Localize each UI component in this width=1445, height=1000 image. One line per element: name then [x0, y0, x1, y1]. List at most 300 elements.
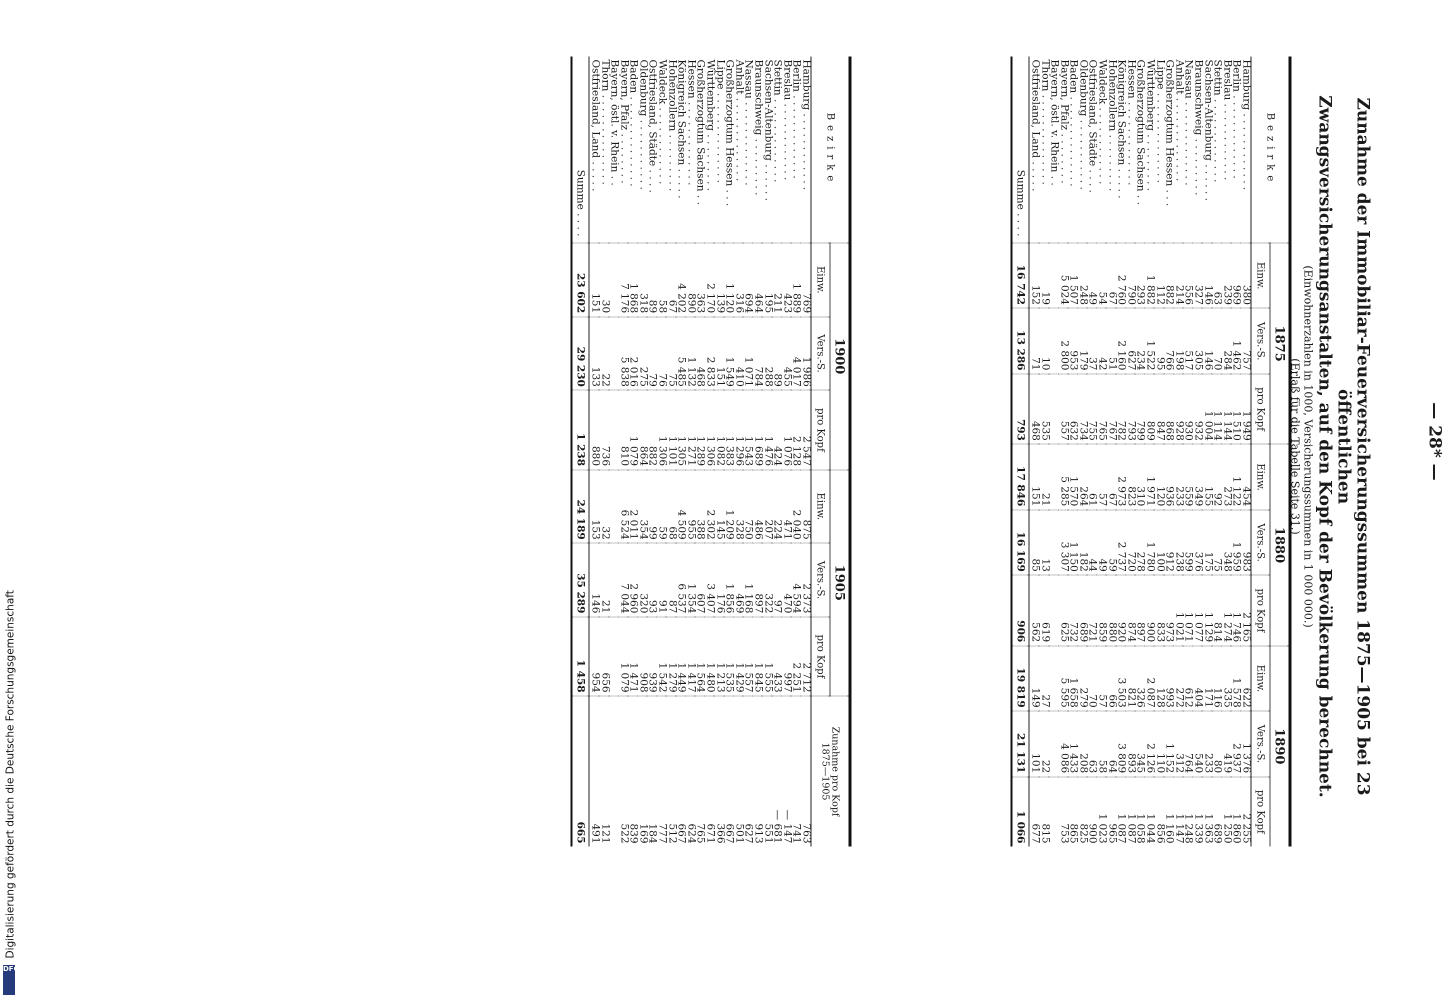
table-cell: 815 — [1039, 777, 1049, 847]
table-cell: 70 — [1087, 646, 1097, 711]
table-cell: 4 202 — [676, 243, 686, 317]
table-cell: 880 — [589, 390, 599, 469]
table-cell: 121 — [599, 696, 609, 846]
table-cell: 59 — [1107, 510, 1117, 575]
table-cell: 57 — [1097, 444, 1107, 509]
subheader-pro-kopf: pro Kopf — [811, 390, 830, 469]
sum-cell: 24 189 — [572, 470, 590, 544]
district-name: Thorn . . . . . . . . . . . . . . — [1039, 59, 1052, 185]
table-cell: 76 — [657, 317, 667, 391]
district-name: Breslau . . . . . . . . . . . . — [1221, 59, 1234, 181]
district-name: Hessen . . . . . . . . . . . . . — [685, 59, 698, 186]
table-cell: 1 279 — [667, 617, 677, 696]
table-cell: 155 — [1203, 444, 1213, 509]
table-cell: 464 — [753, 243, 763, 317]
district-name: Bayern, Pfalz . . . . . . . . — [618, 59, 631, 184]
table-cell: 2 760 — [1116, 243, 1126, 308]
table-cell: 993 — [1164, 646, 1174, 711]
table-cell: 784 — [753, 317, 763, 391]
table-cell: 13 — [1039, 510, 1049, 575]
zunahme-label: Zunahme pro Kopf — [830, 726, 841, 817]
table-cell: 59 — [657, 470, 667, 544]
table-cell: 97 — [772, 543, 782, 617]
sum-label: Summe . . . . — [1012, 57, 1030, 244]
sum-cell: 19 819 — [1012, 646, 1030, 711]
table-cell: 469 — [734, 543, 744, 617]
table-cell: 1 959 — [1231, 510, 1241, 575]
table-cell: 1 076 — [782, 390, 792, 469]
district-name: Sachsen-Altenburg . . . . . . — [762, 59, 775, 201]
table-cell: 1 289 — [695, 390, 705, 469]
table-cell: 146 — [1203, 243, 1213, 308]
district-name: Lippe . . . . . . . . . . . . . . — [714, 59, 727, 183]
table-cell: 64 — [1107, 711, 1117, 776]
table-cell: 419 — [1222, 711, 1232, 776]
table-cell: 1 510 — [1231, 374, 1241, 444]
table-cell: 214 — [1174, 243, 1184, 308]
table-cell: 100 — [1155, 510, 1165, 575]
district-name: Hamburg . . . . . . . . . . . . — [1240, 59, 1253, 191]
table-cell: 790 — [1126, 243, 1136, 308]
table-cell: 2 160 — [1116, 308, 1126, 373]
table-cell: 939 — [647, 617, 657, 696]
table-cell: 93 — [647, 543, 657, 617]
district-name: Bayern, östl. v. Rhein . . — [608, 59, 621, 186]
table-cell: 433 — [772, 617, 782, 696]
table-cell: 139 — [715, 243, 725, 317]
table-cell: 4 017 — [791, 317, 801, 391]
table-cell: 468 — [1029, 374, 1039, 444]
table-cell: 6 524 — [619, 470, 629, 544]
table-cell: 363 — [695, 243, 705, 317]
district-name: Baden . . . . . . . . . . . . . . — [1067, 59, 1080, 187]
table-cell: 1 986 — [801, 317, 811, 391]
table-cell: 348 — [1222, 510, 1232, 575]
table-cell: 1 555 — [763, 617, 773, 696]
table-cell: 470 — [782, 543, 792, 617]
table-cell: 622 — [1241, 646, 1251, 711]
table-cell: 973 — [1164, 575, 1174, 645]
sum-cell: 13 286 — [1012, 308, 1030, 373]
table-cell: 1 122 — [1231, 444, 1241, 509]
table-cell: 1 354 — [686, 543, 696, 617]
table-cell: 1 543 — [743, 390, 753, 469]
table-cell: 880 — [1107, 575, 1117, 645]
header-bezirke: Bezirke — [1251, 57, 1290, 244]
district-name: Württemberg . . . . . . . . . — [1144, 59, 1157, 192]
sum-cell: 17 846 — [1012, 444, 1030, 509]
sum-cell: 1 238 — [572, 390, 590, 469]
table-cell: 224 — [772, 470, 782, 544]
table-cell: 5 838 — [619, 317, 629, 391]
table-cell: 793 — [1126, 374, 1136, 444]
table-cell: 2 547 — [801, 390, 811, 469]
table-cell: 1 542 — [657, 617, 667, 696]
table-cell: 2 833 — [705, 317, 715, 391]
table-cell: 1 023 — [1097, 777, 1107, 847]
table-cell: 491 — [589, 696, 599, 846]
table-cell: 689 — [1212, 777, 1222, 847]
table-cell: 720 — [1126, 510, 1136, 575]
table-cell: 4 594 — [791, 543, 801, 617]
rotated-page — [59, 0, 1445, 942]
table-cell: 19 — [1039, 243, 1049, 308]
table-cell: 175 — [1203, 510, 1213, 575]
table-cell: 969 — [1231, 243, 1241, 308]
table-cell: 345 — [1135, 711, 1145, 776]
table-cell: 814 — [1212, 575, 1222, 645]
table-cell: 2 960 — [628, 543, 638, 617]
table-cell: 354 — [638, 470, 648, 544]
table-cell: 468 — [695, 317, 705, 391]
table-cell: 272 — [1174, 646, 1184, 711]
district-name: Oldenburg . . . . . . . . . . . — [1077, 59, 1090, 190]
table-cell: 1 120 — [724, 243, 734, 317]
table-cell: 454 — [1241, 444, 1251, 509]
table-cell: 87 — [667, 543, 677, 617]
table-cell: 769 — [801, 243, 811, 317]
district-name: Hamburg . . . . . . . . . . . . — [800, 59, 813, 191]
subheader-pro-kopf: pro Kopf — [1251, 575, 1270, 645]
table-cell: 1 564 — [695, 617, 705, 696]
table-cell: 1 363 — [1203, 777, 1213, 847]
table-cell: 3 307 — [1059, 510, 1069, 575]
table-cell: 92 — [1212, 444, 1222, 509]
table-cell: 1 129 — [1203, 575, 1213, 645]
table-cell: 825 — [1078, 777, 1088, 847]
district-name: Württemberg . . . . . . . . . — [704, 59, 717, 192]
table-cell: 51 — [1107, 308, 1117, 373]
table-cell: 21 — [599, 543, 609, 617]
table-cell: 327 — [1193, 243, 1203, 308]
table-cell: 30 — [599, 243, 609, 317]
table-cell: 559 — [1183, 444, 1193, 509]
table-cell: 176 — [715, 543, 725, 617]
sum-cell: 793 — [1012, 374, 1030, 444]
table-cell: 79 — [647, 317, 657, 391]
table-cell: 349 — [1193, 444, 1203, 509]
table-cell: 1 507 — [1068, 243, 1078, 308]
table-cell: 2 165 — [1241, 575, 1251, 645]
table-cell: 557 — [1059, 374, 1069, 444]
district-name: Großherzogtum Hessen . . . — [1163, 59, 1176, 207]
header-year: 1890 — [1270, 646, 1290, 847]
table-cell: 63 — [1212, 243, 1222, 308]
table-cell: 839 — [628, 696, 638, 846]
table-cell: 624 — [686, 696, 696, 846]
district-name: Großherzogtum Hessen . . . — [723, 59, 736, 207]
table-cell: 80 — [1212, 711, 1222, 776]
table-cell: 1 079 — [619, 617, 629, 696]
table-cell: 112 — [1155, 243, 1165, 308]
table-cell: 1 868 — [628, 243, 638, 317]
district-name: Braunschweig . . . . . . . . . — [1192, 59, 1205, 196]
table-cell: 517 — [1183, 308, 1193, 373]
table-cell: 874 — [1126, 575, 1136, 645]
table-cell: 741 — [791, 696, 801, 846]
table-cell: 535 — [1039, 374, 1049, 444]
table-cell: 1 433 — [1068, 711, 1078, 776]
district-name: Stettin . . . . . . . . . . . . . — [771, 59, 784, 183]
title-line-1: Zunahme der Immobiliar-Feuerversicherungssummen 1875—1905 bei 23 öffentlichen — [1333, 97, 1373, 796]
district-name: Anhalt . . . . . . . . . . . . . — [1173, 59, 1186, 182]
table-cell: 2 251 — [791, 617, 801, 696]
table-cell: 1 535 — [724, 617, 734, 696]
table-cell: 95 — [1155, 308, 1165, 373]
table-cell: 667 — [724, 696, 734, 846]
table-cell: 632 — [1068, 374, 1078, 444]
table-cell: 890 — [686, 243, 696, 317]
header-year: 1880 — [1270, 444, 1290, 645]
table-cell: 671 — [705, 696, 715, 846]
table-cell: 22 — [1039, 711, 1049, 776]
table-cell: 211 — [772, 243, 782, 317]
table-cell: 328 — [734, 470, 744, 544]
table-cell: 1 949 — [1241, 374, 1251, 444]
table-cell: 1 101 — [667, 390, 677, 469]
table-cell: 799 — [1135, 374, 1145, 444]
table-cell: 1 058 — [1135, 777, 1145, 847]
table-cell: 66 — [1107, 646, 1117, 711]
table-cell: 512 — [667, 696, 677, 846]
table-cell: 551 — [763, 696, 773, 846]
table-cell: 169 — [638, 696, 648, 846]
subheader-einw: Einw. — [1251, 646, 1270, 711]
table-row — [589, 57, 599, 847]
table-cell: 734 — [1078, 374, 1088, 444]
table-cell: 1 462 — [1231, 308, 1241, 373]
table-cell: 146 — [589, 543, 599, 617]
table-cell: 151 — [1029, 444, 1039, 509]
table-cell: 326 — [1135, 646, 1145, 711]
table-cell: 1 689 — [753, 390, 763, 469]
table-cell: 501 — [734, 696, 744, 846]
title-block — [1289, 52, 1372, 842]
table-cell: 424 — [772, 390, 782, 469]
table-cell: 868 — [1164, 374, 1174, 444]
table-cell: 1 213 — [715, 617, 725, 696]
district-name: Braunschweig . . . . . . . . . — [752, 59, 765, 196]
table-cell: 233 — [1203, 711, 1213, 776]
table-cell: 656 — [599, 617, 609, 696]
table-cell: 882 — [1164, 243, 1174, 308]
table-cell: 1 570 — [1068, 444, 1078, 509]
table-cell: — 147 — [782, 696, 792, 846]
table-cell: 7 044 — [619, 543, 629, 617]
table-cell: 310 — [1135, 444, 1145, 509]
table-cell: 847 — [1155, 374, 1165, 444]
table-cell: 619 — [1039, 575, 1049, 645]
table-cell: 275 — [638, 317, 648, 391]
table-cell: 1 044 — [1145, 777, 1155, 847]
table-cell: 67 — [667, 243, 677, 317]
table-cell: 928 — [1174, 374, 1184, 444]
table-cell: 182 — [1078, 510, 1088, 575]
table-cell: 145 — [715, 470, 725, 544]
table-cell: 864 — [638, 390, 648, 469]
table-cell: 1 449 — [676, 617, 686, 696]
sum-cell: 23 602 — [572, 243, 590, 317]
table-cell: 273 — [1222, 444, 1232, 509]
table-cell: 89 — [772, 317, 782, 391]
district-name: Lippe . . . . . . . . . . . . . . — [1154, 59, 1167, 183]
title-line-2: Zwangsversicherungsanstalten, auf den Kopf der Bevölkerung berechnet. — [1314, 95, 1335, 798]
table-cell: 1 471 — [628, 617, 638, 696]
table-cell: 208 — [1078, 711, 1088, 776]
table-cell: 765 — [695, 696, 705, 846]
table-cell: 5 285 — [1059, 444, 1069, 509]
table-cell: 171 — [1203, 646, 1213, 711]
subheader-einw: Einw. — [811, 243, 830, 317]
table-cell: 293 — [1135, 243, 1145, 308]
table-cell: 68 — [667, 470, 677, 544]
table-cell: 58 — [657, 243, 667, 317]
table-cell: 279 — [1078, 646, 1088, 711]
district-name: Hessen . . . . . . . . . . . . . — [1125, 59, 1138, 186]
table-cell: 930 — [1183, 374, 1193, 444]
table-cell: 2 126 — [1145, 711, 1155, 776]
table-cell: 1 522 — [1145, 308, 1155, 373]
subheader-vers: Vers.-S. — [1251, 711, 1270, 776]
table-cell: 965 — [1107, 777, 1117, 847]
table-cell: 753 — [1059, 777, 1069, 847]
table-cell: 89 — [647, 243, 657, 317]
table-cell: 3 503 — [1116, 646, 1126, 711]
district-name: Thorn . . . . . . . . . . . . . . — [599, 59, 612, 185]
table-cell: 764 — [1183, 711, 1193, 776]
table-cell: 1 250 — [1222, 777, 1232, 847]
table-cell: 897 — [753, 543, 763, 617]
table-cell: 777 — [657, 696, 667, 846]
table-cell: 562 — [1029, 575, 1039, 645]
table-cell: 908 — [638, 617, 648, 696]
footer-credit — [3, 590, 17, 960]
table-cell: 1 132 — [686, 317, 696, 391]
sum-cell: 906 — [1012, 575, 1030, 645]
table-cell: 1 079 — [628, 390, 638, 469]
table-cell: 110 — [1155, 711, 1165, 776]
table-cell: 953 — [1068, 308, 1078, 373]
table-cell: 2 170 — [705, 243, 715, 317]
table-cell: 823 — [1126, 444, 1136, 509]
page-number: — 28* — — [1424, 402, 1445, 481]
table-cell: 1 476 — [763, 390, 773, 469]
table-cell: — 681 — [772, 696, 782, 846]
table-cell: 2 016 — [628, 317, 638, 391]
header-year: 1875 — [1270, 243, 1290, 444]
subheader-pro-kopf: pro Kopf — [1251, 777, 1270, 847]
table-cell: 4 086 — [1059, 711, 1069, 776]
table-cell: 1 209 — [724, 470, 734, 544]
table-cell: 238 — [1174, 510, 1184, 575]
district-name: Stettin . . . . . . . . . . . . . — [1211, 59, 1224, 183]
table-cell: 153 — [589, 470, 599, 544]
table-cell: 322 — [763, 543, 773, 617]
table-cell: 234 — [1135, 308, 1145, 373]
table-cell: 1 557 — [743, 617, 753, 696]
subheader-vers: Vers.-S. — [811, 543, 830, 617]
table-cell: 22 — [599, 317, 609, 391]
table-cell: 997 — [782, 617, 792, 696]
dfg-logo — [3, 965, 20, 995]
table-cell: 1 248 — [1183, 777, 1193, 847]
table-cell: 1 071 — [743, 317, 753, 391]
table-cell: 1 429 — [734, 617, 744, 696]
table-cell: 54 — [1097, 243, 1107, 308]
table-cell: 932 — [1193, 374, 1203, 444]
table-cell: 471 — [782, 470, 792, 544]
table-cell: 3 407 — [705, 543, 715, 617]
subheader-einw: Einw. — [1251, 243, 1270, 308]
table-cell: 404 — [1193, 646, 1203, 711]
table-cell: 913 — [753, 696, 763, 846]
sum-cell: 1 458 — [572, 617, 590, 696]
table-cell: 2 255 — [1241, 777, 1251, 847]
table-cell: 1 082 — [715, 390, 725, 469]
table-cell: 1 087 — [1126, 777, 1136, 847]
district-name: Berlin . . . . . . . . . . . . . — [1230, 59, 1243, 179]
table-cell: 233 — [1174, 444, 1184, 509]
table-cell: 1 658 — [1068, 646, 1078, 711]
table-cell: 239 — [1222, 243, 1232, 308]
table-cell: 625 — [1059, 575, 1069, 645]
district-name: Bayern, Pfalz . . . . . . . . — [1058, 59, 1071, 184]
table-1900-1905 — [571, 57, 852, 847]
table-cell: 2 800 — [1059, 308, 1069, 373]
table-cell: 410 — [734, 317, 744, 391]
district-name: Baden . . . . . . . . . . . . . . — [627, 59, 640, 187]
table-cell: 875 — [801, 470, 811, 544]
table-cell: 133 — [589, 317, 599, 391]
table-cell: 782 — [1116, 374, 1126, 444]
table-cell: 10 — [1039, 308, 1049, 373]
table-cell: 71 — [1029, 308, 1039, 373]
table-cell: 486 — [753, 470, 763, 544]
table-cell: 288 — [763, 317, 773, 391]
table-cell: 264 — [1078, 444, 1088, 509]
table-cell: 146 — [1203, 308, 1213, 373]
table-cell: 2 712 — [801, 617, 811, 696]
table-cell: 248 — [1078, 243, 1088, 308]
table-cell: 1 306 — [657, 390, 667, 469]
table-1875-1890 — [1011, 57, 1292, 847]
table-cell: 1 274 — [1222, 575, 1232, 645]
table-cell: 689 — [1078, 575, 1088, 645]
sum-cell: 16 169 — [1012, 510, 1030, 575]
header-year: 1905 — [830, 470, 850, 697]
district-name: Nassau . . . . . . . . . . . . . — [1182, 59, 1195, 186]
table-cell: 1 860 — [1231, 777, 1241, 847]
table-cell: 809 — [1145, 374, 1155, 444]
table-cell: 284 — [1222, 308, 1232, 373]
table-cell: 152 — [1029, 243, 1039, 308]
table-cell: 1 578 — [1231, 646, 1241, 711]
table-cell: 2 937 — [1231, 711, 1241, 776]
table-cell: 1 271 — [686, 390, 696, 469]
district-name: Nassau . . . . . . . . . . . . . — [742, 59, 755, 186]
table-cell: 1 296 — [734, 390, 744, 469]
table-cell: 1 376 — [1241, 711, 1251, 776]
table-cell: 1 152 — [1164, 711, 1174, 776]
table-cell: 936 — [1164, 444, 1174, 509]
table-cell: 149 — [1029, 646, 1039, 711]
sum-cell: 1 066 — [1012, 777, 1030, 847]
table-cell: 3 809 — [1116, 711, 1126, 776]
table-row — [1029, 57, 1039, 847]
table-cell: 694 — [743, 243, 753, 317]
table-cell: 6 537 — [676, 543, 686, 617]
table-cell: 2 011 — [628, 470, 638, 544]
